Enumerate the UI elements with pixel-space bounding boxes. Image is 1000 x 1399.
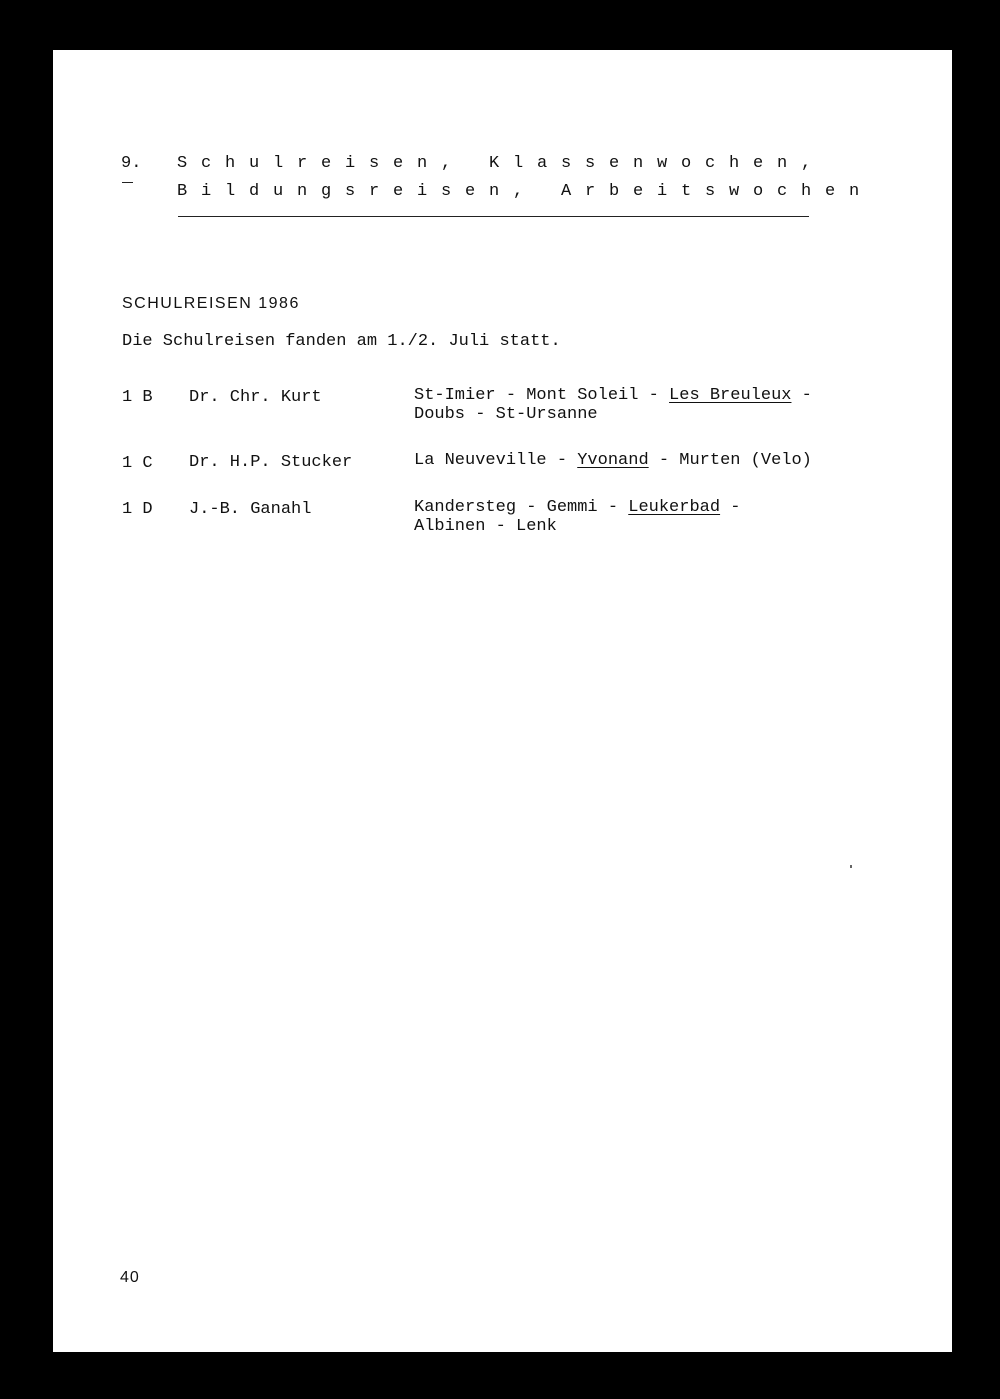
heading-number: 9. <box>121 154 142 173</box>
route-overnight-stop: Les Breuleux <box>669 386 792 405</box>
page-number: 40 <box>120 1269 140 1286</box>
entry-class: 1 D <box>122 500 153 519</box>
heading-rule <box>178 216 809 217</box>
route-segment: La Neuveville - <box>414 451 578 470</box>
entry-class: 1 C <box>122 454 153 473</box>
section-title: SCHULREISEN 1986 <box>122 295 300 312</box>
route-segment: - <box>720 498 741 517</box>
entry-teacher: J.-B. Ganahl <box>189 500 312 519</box>
route-segment: St-Imier - Mont Soleil - <box>414 386 670 405</box>
scan-speck <box>850 865 852 868</box>
route-overnight-stop: Yvonand <box>577 451 649 470</box>
entry-route-line-1 <box>414 386 812 405</box>
route-segment: Kandersteg - Gemmi - <box>414 498 629 517</box>
route-segment: - Murten (Velo) <box>648 451 812 470</box>
entry-route-line-2: Doubs - St-Ursanne <box>414 405 598 424</box>
entry-route-line-2: Albinen - Lenk <box>414 517 557 536</box>
heading-line-2: Bildungsreisen, Arbeitswochen <box>177 182 874 201</box>
section-intro: Die Schulreisen fanden am 1./2. Juli statt. <box>122 332 561 351</box>
entry-teacher: Dr. H.P. Stucker <box>189 453 353 472</box>
route-segment: - <box>791 386 812 405</box>
entry-teacher: Dr. Chr. Kurt <box>189 388 322 407</box>
heading-number-underline <box>122 182 133 183</box>
route-overnight-stop: Leukerbad <box>628 498 721 517</box>
entry-class: 1 B <box>122 388 153 407</box>
heading-line-1: Schulreisen, Klassenwochen, <box>177 154 826 173</box>
entry-route-line-1 <box>414 451 812 470</box>
entry-route-line-1 <box>414 498 740 517</box>
document-page <box>53 50 952 1352</box>
